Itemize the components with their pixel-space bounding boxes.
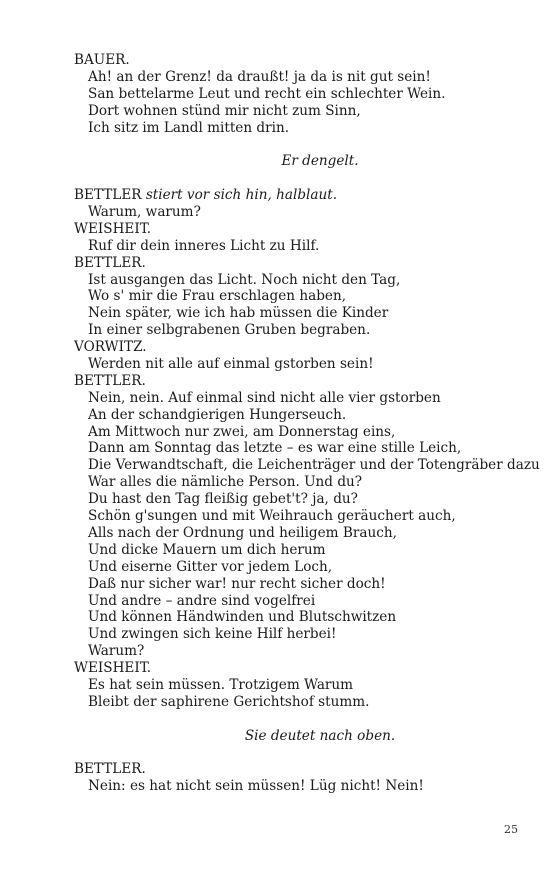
verse-line: Dann am Sonntag das letzte – es war eine stille Leich, bbox=[88, 440, 462, 457]
verse-line: Nein: es hat nicht sein müssen! Lüg nicht! Nein! bbox=[88, 778, 424, 795]
verse-line: Und dicke Mauern um dich herum bbox=[88, 541, 326, 558]
verse-line: Daß nur sicher war! nur recht sicher doch! bbox=[88, 575, 386, 592]
speaker-name: VORWITZ. bbox=[74, 339, 147, 356]
speaker-line bbox=[74, 660, 514, 677]
speaker-line bbox=[74, 187, 514, 204]
speaker-name: WEISHEIT. bbox=[74, 220, 152, 237]
verse-line: Wo s' mir die Frau erschlagen haben, bbox=[88, 288, 347, 305]
speaker-line bbox=[74, 221, 514, 238]
verse-line: Warum? bbox=[88, 643, 145, 660]
verse-line: Und können Händwinden und Blutschwitzen bbox=[88, 609, 397, 626]
verse-line: In einer selbgrabenen Gruben begraben. bbox=[88, 322, 371, 339]
verse-line: Am Mittwoch nur zwei, am Donnerstag eins, bbox=[88, 423, 396, 440]
verse-line: Ah! an der Grenz! da draußt! ja da is nit gut sein! bbox=[88, 68, 431, 85]
verse-line: Nein später, wie ich hab müssen die Kinder bbox=[88, 305, 389, 322]
verse-line: Ich sitz im Landl mitten drin. bbox=[88, 119, 290, 136]
play-text bbox=[74, 52, 540, 795]
blank-line bbox=[74, 170, 514, 187]
stage-direction: Sie deutet nach oben. bbox=[244, 727, 396, 744]
speaker-direction: stiert vor sich hin, halblaut. bbox=[145, 187, 338, 204]
speaker-line bbox=[74, 339, 514, 356]
speaker-line bbox=[74, 255, 514, 272]
verse-line: Und eiserne Gitter vor jedem Loch, bbox=[88, 558, 333, 575]
speaker-line bbox=[74, 373, 514, 390]
page-number: 25 bbox=[504, 823, 518, 836]
verse-line: Und andre – andre sind vogelfrei bbox=[88, 592, 316, 609]
blank-line bbox=[74, 745, 514, 762]
stage-direction: Er dengelt. bbox=[281, 153, 359, 170]
speaker-name: BETTLER. bbox=[74, 372, 146, 389]
blank-line bbox=[74, 711, 514, 728]
verse-line: Dort wohnen stünd mir nicht zum Sinn, bbox=[88, 102, 361, 119]
speaker-name: BETTLER bbox=[74, 187, 142, 204]
speaker-name: WEISHEIT. bbox=[74, 660, 152, 677]
verse-line: An der schandgierigen Hungerseuch. bbox=[88, 406, 347, 423]
verse-line: War alles die nämliche Person. Und du? bbox=[88, 474, 363, 491]
verse-line: Es hat sein müssen. Trotzigem Warum bbox=[88, 676, 354, 693]
speaker-line bbox=[74, 52, 514, 69]
speaker-name: BAUER. bbox=[74, 52, 130, 68]
verse-line: Ist ausgangen das Licht. Noch nicht den Tag, bbox=[88, 271, 401, 288]
verse-line: Schön g'sungen und mit Weihrauch geräuchert auch, bbox=[88, 508, 456, 525]
speaker-line bbox=[74, 761, 514, 778]
verse-line: Die Verwandtschaft, die Leichenträger und der Totengräber dazu bbox=[88, 457, 540, 474]
speaker-name: BETTLER. bbox=[74, 254, 146, 271]
verse-line: Ruf dir dein inneres Licht zu Hilf. bbox=[88, 237, 320, 254]
verse-line: Warum, warum? bbox=[88, 204, 201, 221]
verse-line: San bettelarme Leut und recht ein schlechter Wein. bbox=[88, 85, 446, 102]
speaker-name: BETTLER. bbox=[74, 761, 146, 778]
verse-line: Bleibt der saphirene Gerichtshof stumm. bbox=[88, 693, 370, 710]
verse-line: Du hast den Tag fleißig gebet't? ja, du? bbox=[88, 491, 358, 508]
verse-line: Werden nit alle auf einmal gstorben sein! bbox=[88, 356, 374, 373]
verse-line: Und zwingen sich keine Hilf herbei! bbox=[88, 626, 337, 643]
verse-line: Alls nach der Ordnung und heiligem Brauch, bbox=[88, 524, 397, 541]
blank-line bbox=[74, 136, 514, 153]
verse-line: Nein, nein. Auf einmal sind nicht alle vier gstorben bbox=[88, 389, 441, 406]
